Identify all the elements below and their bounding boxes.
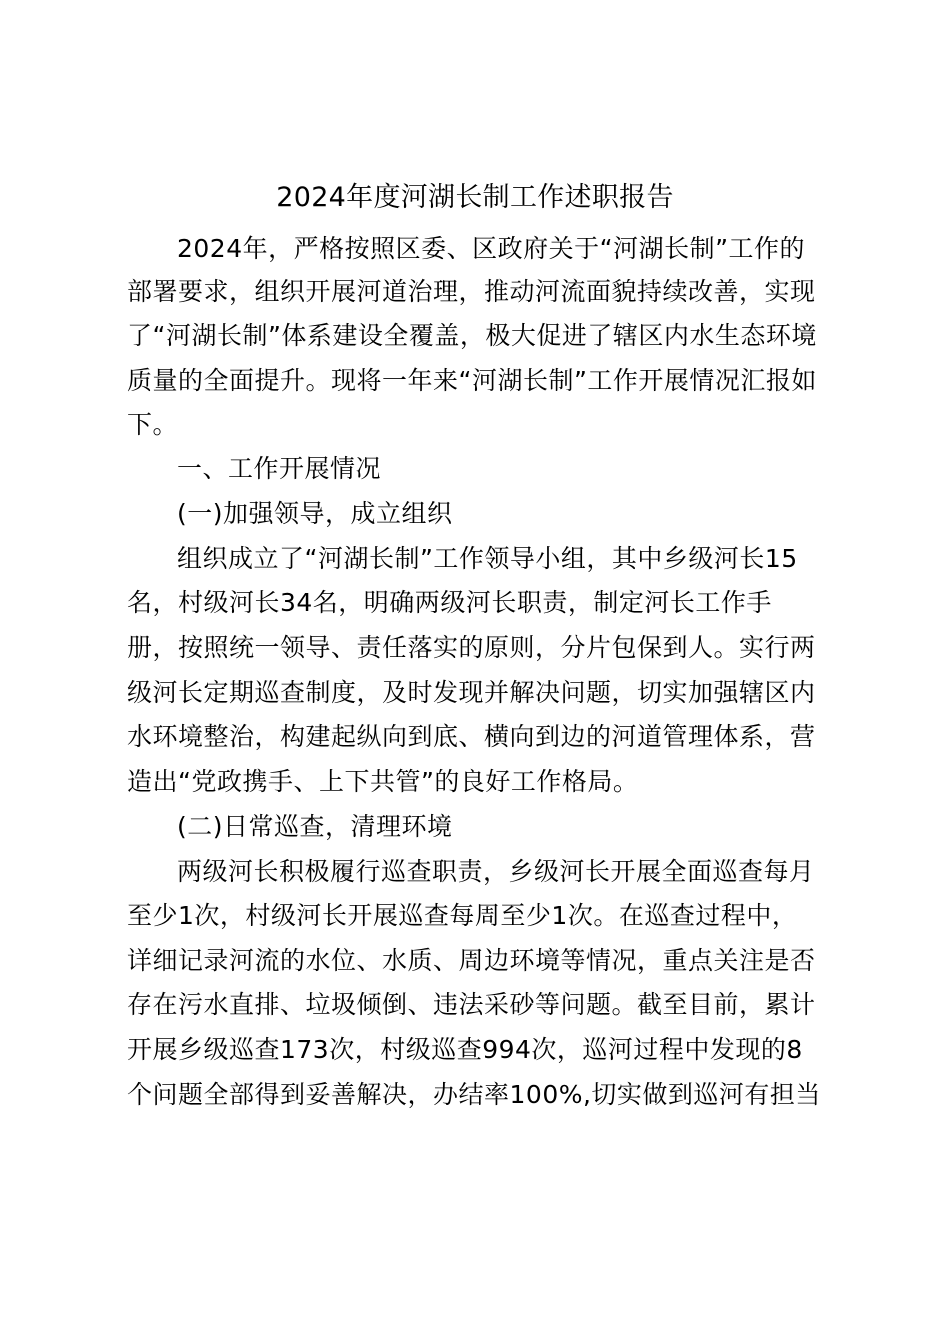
paragraph-line: 2024年，严格按照区委、区政府关于“河湖长制”工作的 bbox=[177, 234, 806, 263]
paragraph-line: 详细记录河流的水位、水质、周边环境等情况，重点关注是否 bbox=[127, 946, 816, 975]
paragraph-line: 存在污水直排、垃圾倾倒、违法采砂等问题。截至目前，累计 bbox=[127, 990, 816, 1019]
paragraph-line: 册，按照统一领导、责任落实的原则，分片包保到人。实行两 bbox=[127, 633, 816, 662]
document-title: 2024年度河湖长制工作述职报告 bbox=[276, 182, 674, 213]
paragraph-line: 个问题全部得到妥善解决，办结率100%,切实做到巡河有担当 bbox=[127, 1080, 821, 1109]
paragraph-line: 级河长定期巡查制度，及时发现并解决问题，切实加强辖区内 bbox=[127, 678, 816, 707]
paragraph-line: 组织成立了“河湖长制”工作领导小组，其中乡级河长15 bbox=[177, 544, 798, 573]
paragraph-line: 名，村级河长34名，明确两级河长职责，制定河长工作手 bbox=[127, 588, 772, 617]
paragraph-line: 了“河湖长制”体系建设全覆盖，极大促进了辖区内水生态环境 bbox=[127, 321, 817, 350]
subsection-heading: (一)加强领导，成立组织 bbox=[177, 499, 453, 528]
subsection-heading: (二)日常巡查，清理环境 bbox=[177, 812, 453, 841]
paragraph-line: 部署要求，组织开展河道治理，推动河流面貌持续改善，实现 bbox=[127, 277, 816, 306]
paragraph-line: 开展乡级巡查173次，村级巡查994次，巡河过程中发现的8 bbox=[127, 1035, 803, 1064]
paragraph-line: 水环境整治，构建起纵向到底、横向到边的河道管理体系，营 bbox=[127, 722, 816, 751]
paragraph-line: 两级河长积极履行巡查职责，乡级河长开展全面巡查每月 bbox=[177, 857, 815, 886]
paragraph-line: 下。 bbox=[127, 410, 179, 439]
paragraph-line: 造出“党政携手、上下共管”的良好工作格局。 bbox=[127, 767, 639, 796]
paragraph-line: 质量的全面提升。现将一年来“河湖长制”工作开展情况汇报如 bbox=[127, 366, 817, 395]
section-heading: 一、工作开展情况 bbox=[177, 454, 382, 483]
paragraph-line: 至少1次，村级河长开展巡查每周至少1次。在巡查过程中， bbox=[127, 901, 798, 930]
